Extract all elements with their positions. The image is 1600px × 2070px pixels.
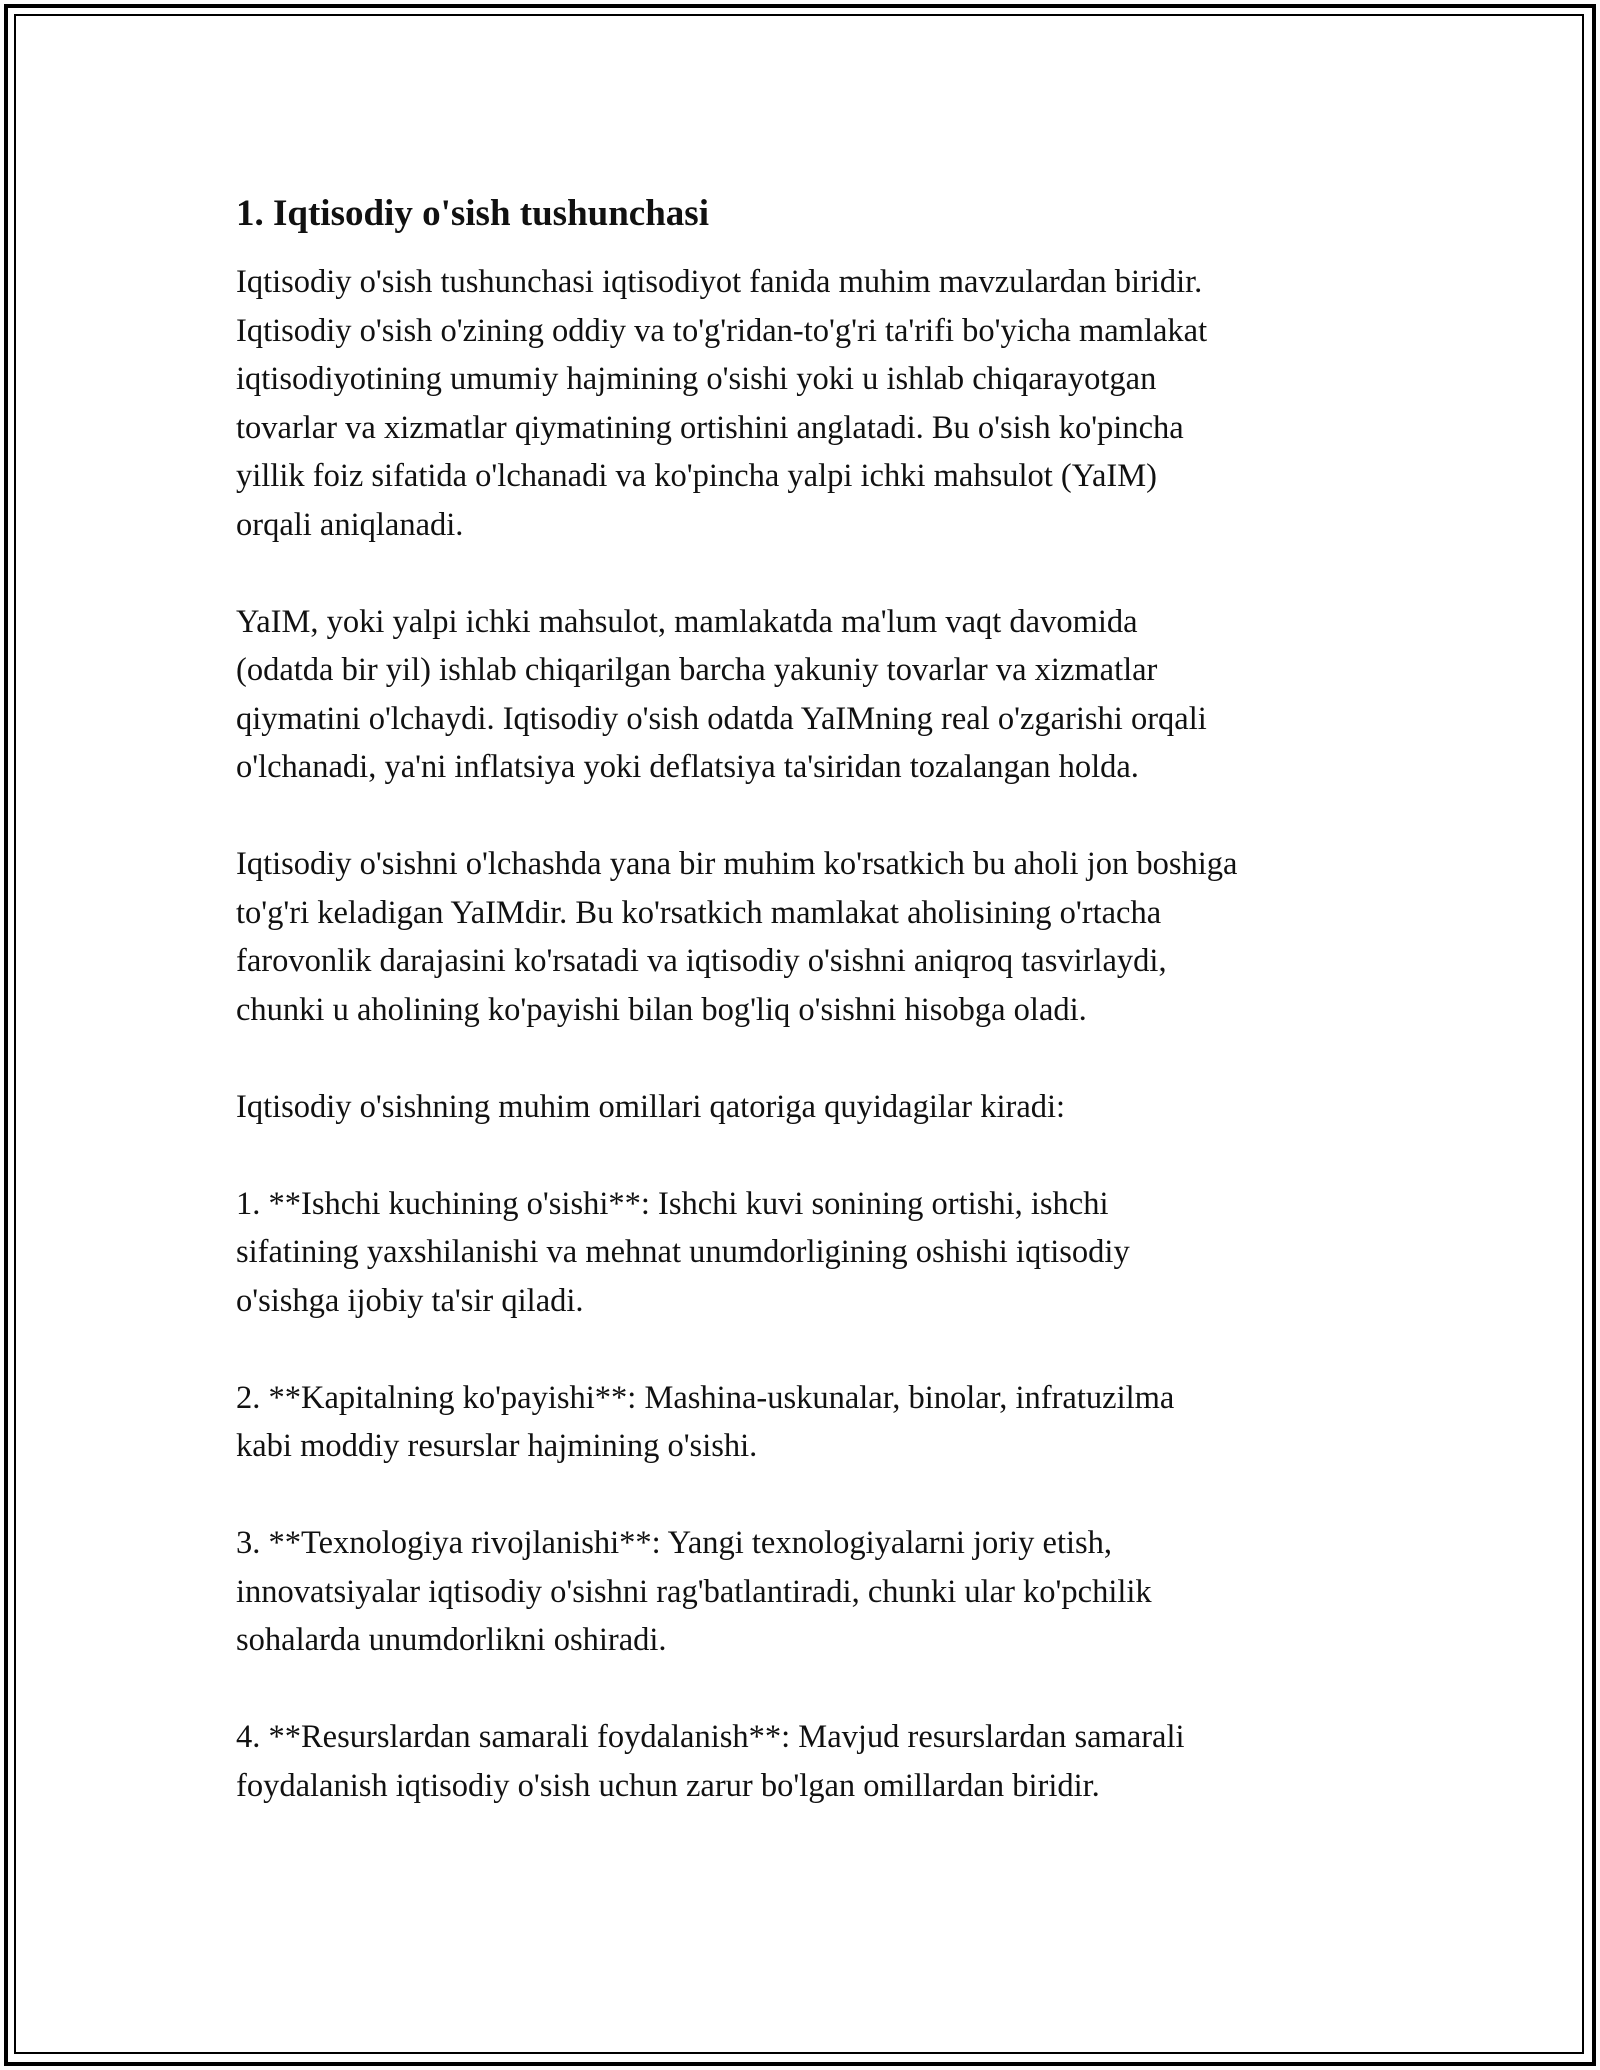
- section-heading: 1. Iqtisodiy o'sish tushunchasi: [236, 193, 709, 234]
- list-item-technology: 3. **Texnologiya rivojlanishi**: Yangi texnologiyalarni joriy etish, innovatsiyalar iqtisodiy o'sishni rag'batlantiradi, chunki ular ko'pchilik sohalarda unumdorlikni oshiradi.: [236, 1525, 1152, 1658]
- paragraph-gdp-definition: YaIM, yoki yalpi ichki mahsulot, mamlakatda ma'lum vaqt davomida (odatda bir yil) ishlab chiqarilgan barcha yakuniy tovarlar va xizmatlar qiymatini o'lchaydi. Iqtisodiy o'sish odatda YaIMning real o'zgarishi orqali o'lchanadi, ya'ni inflatsiya yoki deflatsiya ta'siridan tozalangan holda.: [236, 603, 1207, 785]
- paragraph-gdp-per-capita: Iqtisodiy o'sishni o'lchashda yana bir muhim ko'rsatkich bu aholi jon boshiga to'g'ri keladigan YaIMdir. Bu ko'rsatkich mamlakat aholisining o'rtacha farovonlik darajasini ko'rsatadi va iqtisodiy o'sishni aniqroq tasvirlaydi, chunki u aholining ko'payishi bilan bog'liq o'sishni hisobga oladi.: [236, 846, 1238, 1028]
- paragraph-factors-intro: Iqtisodiy o'sishning muhim omillari qatoriga quyidagilar kiradi:: [236, 1088, 1066, 1125]
- list-item-capital: 2. **Kapitalning ko'payishi**: Mashina-uskunalar, binolar, infratuzilma kabi moddiy resurslar hajmining o'sishi.: [236, 1379, 1175, 1464]
- paragraph-intro: Iqtisodiy o'sish tushunchasi iqtisodiyot fanida muhim mavzulardan biridir. Iqtisodiy o'sish o'zining oddiy va to'g'ridan-to'g'ri ta'rifi bo'yicha mamlakat iqtisodiyotining umumiy hajmining o'sishi yoki u ishlab chiqarayotgan tovarlar va xizmatlar qiymatining ortishini anglatadi. Bu o'sish ko'pincha yillik foiz sifatida o'lchanadi va ko'pincha yalpi ichki mahsulot (YaIM) orqali aniqlanadi.: [236, 264, 1208, 543]
- list-item-resources: 4. **Resurslardan samarali foydalanish**: Mavjud resurslardan samarali foydalanish iqtisodiy o'sish uchun zarur bo'lgan omillardan biridir.: [236, 1719, 1185, 1804]
- list-item-labor: 1. **Ishchi kuchining o'sishi**: Ishchi kuvi sonining ortishi, ishchi sifatining yaxshilanishi va mehnat unumdorligining oshishi iqtisodiy o'sishga ijobiy ta'sir qiladi.: [236, 1185, 1130, 1319]
- document-body: [236, 188, 1386, 1810]
